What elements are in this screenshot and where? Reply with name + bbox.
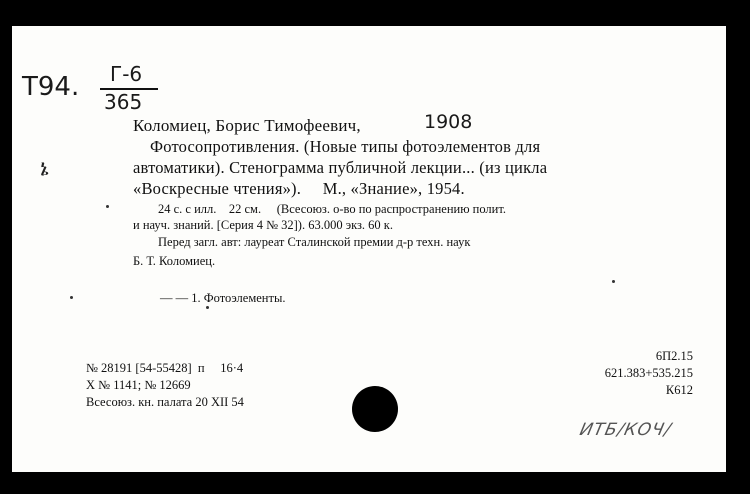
speck (612, 280, 615, 283)
speck (70, 296, 73, 299)
title-line-2: автоматики). Стенограмма публичной лекции... (из цикла (133, 158, 548, 177)
udc-code: 621.383+535.215 (604, 366, 693, 380)
footer-left-line-2: X № 1141; № 12669 (86, 378, 191, 392)
author-name: Коломиец, Борис Тимофеевич, (133, 116, 361, 135)
margin-scribble: ኔ (40, 156, 49, 181)
title-line-1: Фотосопротивления. (Новые типы фотоэлементов для (150, 137, 541, 156)
classification-code: 6П2.15 (655, 349, 693, 363)
punch-hole (352, 386, 398, 432)
shelf-numerator: Г-6 (110, 62, 143, 86)
note-line-1: Перед загл. авт: лауреат Сталинской премии д-р техн. наук (158, 235, 471, 249)
author-mark: К612 (665, 383, 693, 397)
subject-heading: — — 1. Фотоэлементы. (160, 291, 286, 305)
inventory-stamp: ИТБ/КОЧ/ (577, 420, 674, 440)
footer-left-line-3: Всесоюз. кн. палата 20 XII 54 (86, 395, 244, 409)
speck (106, 205, 109, 208)
footer-left-line-1: № 28191 [54-55428] п 16·4 (86, 361, 244, 375)
physical-line-2: и науч. знаний. [Серия 4 № 32]). 63.000 экз. 60 к. (133, 218, 393, 232)
title-line-3: «Воскресные чтения»). М., «Знание», 1954. (133, 179, 465, 198)
shelf-denominator: 365 (104, 90, 143, 114)
note-line-2: Б. Т. Коломиец. (133, 254, 216, 268)
author-year-handwritten: 1908 (424, 111, 473, 133)
speck (206, 306, 209, 309)
physical-line-1: 24 с. с илл. 22 см. (Всесоюз. о-во по распространению полит. (158, 202, 507, 216)
shelf-prefix: Т94. (22, 72, 80, 102)
